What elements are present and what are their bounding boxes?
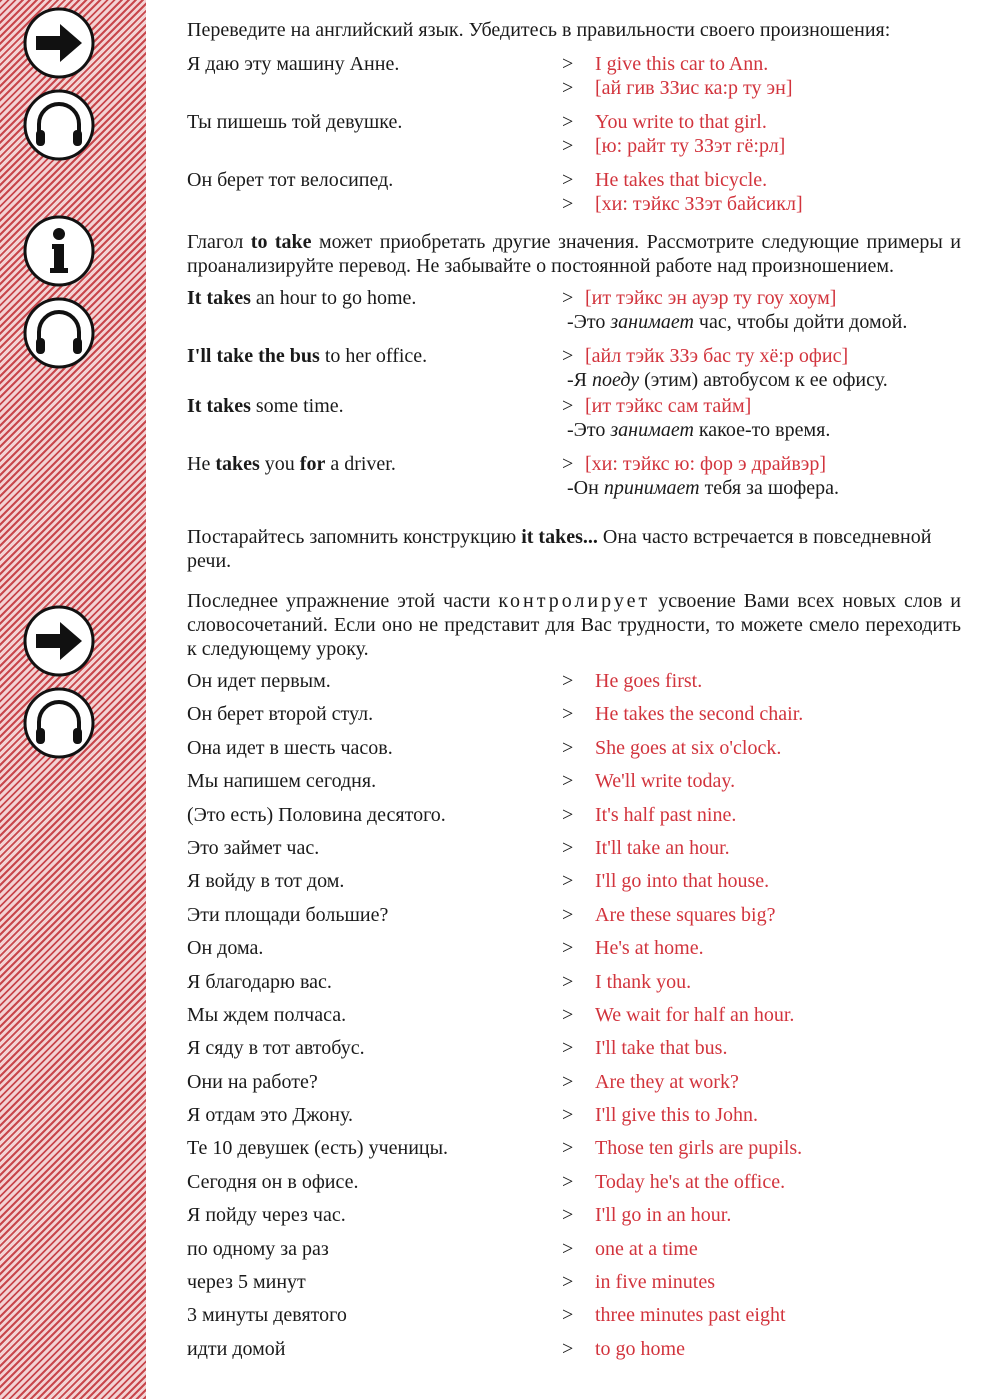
english-translation: It's half past nine. — [595, 803, 737, 826]
table-row: Я пойду через час. > I'll go in an hour. — [187, 1204, 732, 1227]
english-translation: three minutes past eight — [595, 1304, 786, 1327]
table-row: Я благодарю вас. > I thank you. — [187, 970, 692, 993]
english-translation: Are they at work? — [595, 1070, 739, 1093]
table-row: Сегодня он в офисе. > Today he's at the office. — [187, 1170, 786, 1193]
russian-phrase: через 5 минут — [187, 1271, 306, 1294]
example-phrase: He takes you for a driver. — [187, 453, 396, 475]
transcription: [ай гив ЗЗис ка:р ту эн] — [595, 77, 793, 99]
example-phrase: I'll take the bus to her office. — [187, 345, 428, 367]
russian-phrase: идти домой — [187, 1337, 286, 1360]
table-row: Они на работе? > Are they at work? — [187, 1070, 739, 1093]
table-row: Она идет в шесть часов. > She goes at six o'clock. — [187, 736, 782, 759]
russian-phrase: Я благодарю вас. — [187, 970, 332, 993]
english-translation: I give this car to Ann. — [595, 53, 769, 75]
transcription: [ю: райт ту ЗЗэт гё:рл] — [595, 135, 786, 157]
intro-paragraph: Переведите на английский язык. Убедитесь в правильности своего произношения: — [187, 19, 891, 41]
russian-phrase: (Это есть) Половина десятого. — [187, 803, 446, 826]
russian-phrase: Я войду в тот дом. — [187, 870, 345, 893]
table-row: It takes some time. > [ит тэйкс сам тайм] — [187, 395, 752, 417]
english-translation: Are these squares big? — [595, 903, 776, 926]
table-row: (Это есть) Половина десятого. > It's half past nine. — [187, 803, 737, 826]
russian-phrase: Мы ждем полчаса. — [187, 1003, 347, 1026]
english-translation: Today he's at the office. — [595, 1170, 786, 1193]
arrow-icon — [22, 6, 96, 80]
table-row: Мы ждем полчаса. > We wait for half an hour. — [187, 1003, 795, 1026]
section-3 — [187, 669, 961, 1370]
russian-phrase: по одному за раз — [187, 1237, 329, 1260]
english-translation: I'll go into that house. — [595, 870, 770, 893]
english-translation: We'll write today. — [595, 770, 736, 793]
example-phrase: It takes an hour to go home. — [187, 287, 417, 309]
table-row: It takes an hour to go home. > [ит тэйкс эн ауэр ту гоу хоум] — [187, 287, 837, 309]
table-row: через 5 минут > in five minutes — [187, 1271, 715, 1294]
table-row: 3 минуты девятого > three minutes past eight — [187, 1304, 786, 1327]
transcription: [хи: тэйкс ЗЗэт байсикл] — [595, 193, 803, 215]
section-2 — [187, 286, 961, 500]
russian-phrase: Те 10 девушек (есть) ученицы. — [187, 1137, 449, 1160]
russian-translation: -Я поеду (этим) автобусом к ее офису. — [567, 369, 888, 391]
transcription: [айл тэйк ЗЗэ бас ту хё:р офис] — [585, 345, 849, 367]
english-translation: to go home — [595, 1337, 685, 1360]
table-row: > [хи: тэйкс ЗЗэт байсикл] — [562, 193, 803, 215]
table-row: Он берет тот велосипед. > He takes that bicycle. — [187, 169, 768, 191]
russian-translation: -Это занимает какое-то время. — [567, 419, 831, 441]
table-row: Те 10 девушек (есть) ученицы. > Those ten girls are pupils. — [187, 1137, 803, 1160]
russian-phrase: Это займет час. — [187, 836, 320, 859]
table-row — [187, 310, 961, 344]
english-translation: It'll take an hour. — [595, 836, 730, 859]
english-translation: She goes at six o'clock. — [595, 736, 782, 759]
english-translation: I thank you. — [595, 970, 692, 993]
info-icon — [22, 214, 96, 288]
english-translation: Those ten girls are pupils. — [595, 1137, 803, 1160]
english-translation: He takes that bicycle. — [595, 169, 768, 191]
transcription: [ит тэйкс сам тайм] — [585, 395, 752, 417]
table-row: Он дома. > He's at home. — [187, 937, 704, 960]
final-exercise-paragraph: Последнее упражнение этой части контролирует усвоение Вами всех новых слов и словосочетаний. Если оно не представит для Вас трудности, то можете смело переходить к следующему уроку. — [187, 590, 962, 660]
english-translation: He's at home. — [595, 937, 704, 960]
russian-phrase: Он берет тот велосипед. — [187, 169, 394, 191]
english-translation: I'll go in an hour. — [595, 1204, 732, 1227]
table-row: Ты пишешь той девушке. > You write to that girl. — [187, 111, 767, 133]
table-row: Я даю эту машину Анне. > I give this car to Ann. — [187, 53, 769, 75]
russian-phrase: Они на работе? — [187, 1070, 318, 1093]
russian-phrase: Она идет в шесть часов. — [187, 736, 393, 759]
table-row — [187, 368, 961, 394]
english-translation: He goes first. — [595, 670, 703, 692]
english-translation: one at a time — [595, 1237, 698, 1260]
russian-phrase: Я даю эту машину Анне. — [187, 53, 400, 75]
russian-phrase: Он берет второй стул. — [187, 703, 374, 726]
russian-translation: -Это занимает час, чтобы дойти домой. — [567, 311, 908, 333]
headphones-icon — [22, 296, 96, 370]
section-1 — [187, 52, 961, 216]
russian-phrase: Эти площади большие? — [187, 903, 389, 926]
table-row: He takes you for a driver. > [хи: тэйкс ю: фор э драйвэр] — [187, 453, 827, 475]
transcription: [ит тэйкс эн ауэр ту гоу хоум] — [585, 287, 837, 309]
table-row — [187, 476, 961, 500]
table-row: Я сяду в тот автобус. > I'll take that bus. — [187, 1037, 728, 1060]
headphones-icon — [22, 88, 96, 162]
table-row: Мы напишем сегодня. > We'll write today. — [187, 770, 736, 793]
russian-phrase: Он идет первым. — [187, 670, 331, 692]
english-translation: We wait for half an hour. — [595, 1003, 795, 1026]
russian-phrase: Сегодня он в офисе. — [187, 1170, 359, 1193]
page-content — [187, 18, 961, 1370]
russian-phrase: Ты пишешь той девушке. — [187, 111, 403, 133]
table-row — [187, 418, 961, 452]
table-row: > [ай гив ЗЗис ка:р ту эн] — [562, 77, 793, 99]
example-phrase: It takes some time. — [187, 395, 344, 417]
english-translation: in five minutes — [595, 1271, 715, 1294]
english-translation: I'll give this to John. — [595, 1104, 759, 1127]
table-row: по одному за раз > one at a time — [187, 1237, 698, 1260]
table-row: I'll take the bus to her office. > [айл тэйк ЗЗэ бас ту хё:р офис] — [187, 345, 849, 367]
english-translation: I'll take that bus. — [595, 1037, 728, 1060]
russian-phrase: Я сяду в тот автобус. — [187, 1037, 365, 1060]
table-row: Он берет второй стул. > He takes the second chair. — [187, 703, 804, 726]
transcription: [хи: тэйкс ю: фор э драйвэр] — [585, 453, 827, 475]
table-row: Он идет первым. > He goes first. — [187, 670, 703, 692]
english-translation: He takes the second chair. — [595, 703, 804, 726]
table-row: Я отдам это Джону. > I'll give this to John. — [187, 1104, 759, 1127]
arrow-icon — [22, 604, 96, 678]
russian-phrase: Он дома. — [187, 937, 264, 960]
headphones-icon — [22, 686, 96, 760]
grammar-paragraph: Глагол to take может приобретать другие значения. Рассмотрите следующие примеры и проанализируйте перевод. Не забывайте о постоянной работе над произношением. — [187, 231, 962, 277]
table-row: Эти площади большие? > Are these squares big? — [187, 903, 776, 926]
table-row: идти домой > to go home — [187, 1337, 685, 1360]
russian-phrase: 3 минуты девятого — [187, 1304, 347, 1327]
english-translation: You write to that girl. — [595, 111, 767, 133]
table-row: > [ю: райт ту ЗЗэт гё:рл] — [562, 135, 786, 157]
russian-phrase: Я пойду через час. — [187, 1204, 346, 1227]
table-row: Я войду в тот дом. > I'll go into that house. — [187, 870, 770, 893]
russian-translation: -Он принимает тебя за шофера. — [567, 477, 839, 499]
russian-phrase: Мы напишем сегодня. — [187, 770, 377, 793]
construction-paragraph: Постарайтесь запомнить конструкцию it takes... Она часто встречается в повседневной речи. — [187, 526, 932, 572]
table-row: Это займет час. > It'll take an hour. — [187, 836, 730, 859]
russian-phrase: Я отдам это Джону. — [187, 1104, 353, 1127]
